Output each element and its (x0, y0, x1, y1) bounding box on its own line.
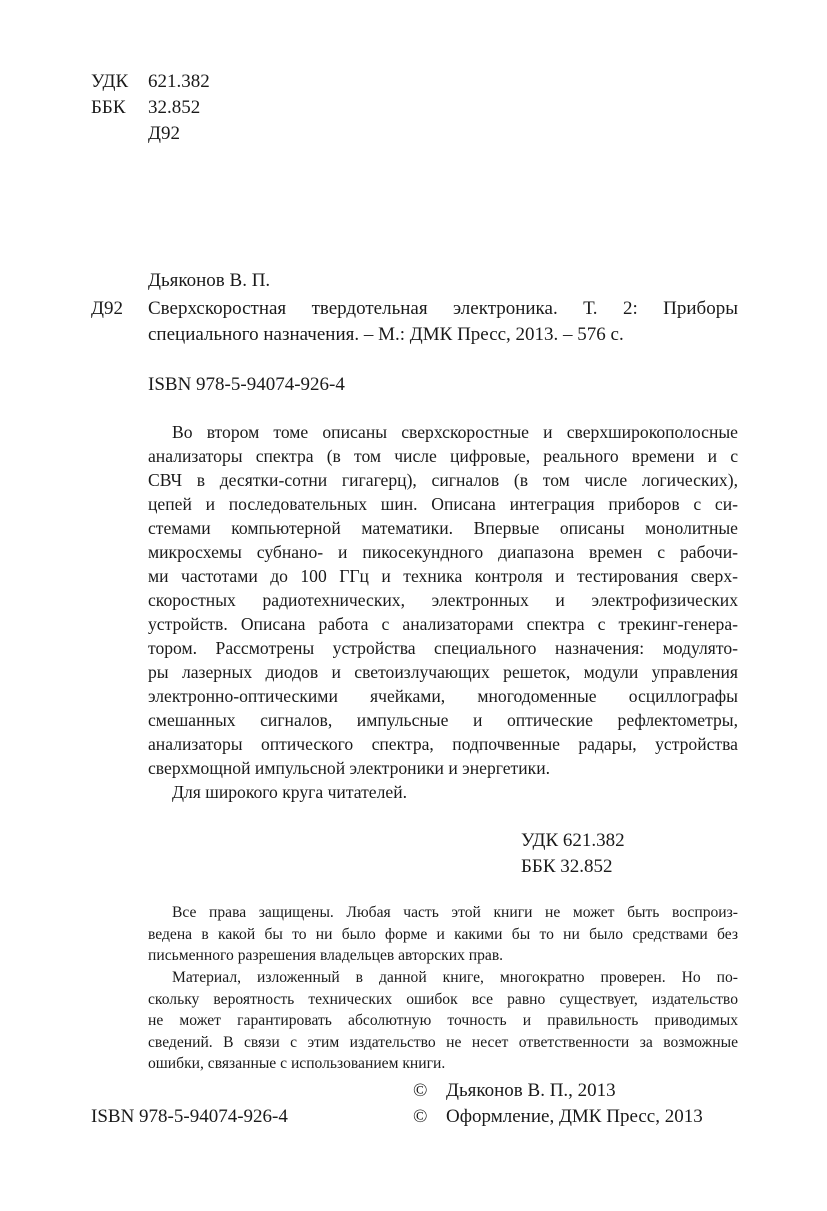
copyright-icon: © (413, 1080, 428, 1101)
copyright-design: Оформление, ДМК Пресс, 2013 (446, 1106, 703, 1127)
bbk-right: ББК 32.852 (521, 856, 613, 877)
annotation-line: электронно-оптическими ячейками, многодоменные осциллографы (148, 686, 738, 706)
author-sign: Д92 (148, 123, 180, 144)
disclaimer-line: Материал, изложенный в данной книге, многократно проверен. Но по- (172, 969, 738, 986)
rights-line: ведена в какой бы то ни было форме и какими бы то ни было средствами без (148, 925, 738, 943)
annotation-line: скоростных радиотехнических, электронных и электрофизических (148, 590, 738, 610)
book-isbn: ISBN 978-5-94074-926-4 (148, 374, 345, 395)
annotation-line: смешанных сигналов, импульсные и оптические рефлектометры, (148, 710, 738, 730)
udk-value: 621.382 (148, 71, 210, 92)
annotation-line: цепей и последовательных шин. Описана интеграция приборов с си- (148, 494, 738, 514)
annotation-line: стемами компьютерной математики. Впервые описаны монолитные (148, 518, 738, 538)
annotation-line: СВЧ в десятки-сотни гигагерц), сигналов (в том числе логических), (148, 470, 738, 490)
disclaimer-line: сведений. В связи с этим издательство не несет ответственности за возможные (148, 1033, 738, 1051)
disclaimer-line: ошибки, связанные с использованием книги. (148, 1055, 446, 1072)
book-author: Дьяконов В. П. (148, 270, 271, 291)
annotation-line: анализаторы спектра (в том числе цифровые, реального времени и с (148, 446, 738, 466)
copyright-icon: © (413, 1106, 428, 1127)
annotation-line: анализаторы оптического спектра, подпочвенные радары, устройства (148, 734, 738, 754)
copyright-author: Дьяконов В. П., 2013 (446, 1080, 616, 1101)
bbk-label: ББК (91, 97, 126, 118)
footer-isbn: ISBN 978-5-94074-926-4 (91, 1106, 288, 1127)
annotation-line: сверхмощной импульсной электроники и энергетики. (148, 758, 551, 778)
rights-line: письменного разрешения владельцев авторских прав. (148, 947, 504, 964)
udk-right: УДК 621.382 (521, 830, 625, 851)
annotation-line: устройств. Описана работа с анализаторами спектра с трекинг-генера- (148, 614, 738, 634)
book-title-line: специального назначения. – М.: ДМК Пресс, 2013. – 576 с. (148, 324, 624, 345)
annotation-line: тором. Рассмотрены устройства специального назначения: модулято- (148, 638, 738, 658)
audience-note: Для широкого круга читателей. (172, 782, 408, 802)
annotation-line: микросхемы субнано- и пикосекундного диапазона времен с рабочи- (148, 542, 738, 562)
rights-line: Все права защищены. Любая часть этой книги не может быть воспроиз- (172, 904, 738, 921)
udk-label: УДК (91, 71, 129, 92)
disclaimer-line: не может гарантировать абсолютную точность и правильность приводимых (148, 1012, 738, 1029)
annotation-line: ми частотами до 100 ГГц и техника контроля и тестирования сверх- (148, 566, 738, 586)
disclaimer-line: скольку вероятность технических ошибок все равно существует, издательство (148, 990, 738, 1008)
book-sign: Д92 (91, 298, 123, 319)
bbk-value: 32.852 (148, 97, 201, 118)
book-title-line: Сверхскоростная твердотельная электроника. Т. 2: Приборы (148, 298, 738, 319)
annotation-line: ры лазерных диодов и светоизлучающих решеток, модули управления (148, 662, 738, 682)
annotation-line: Во втором томе описаны сверхскоростные и сверхширокополосные (172, 422, 738, 442)
